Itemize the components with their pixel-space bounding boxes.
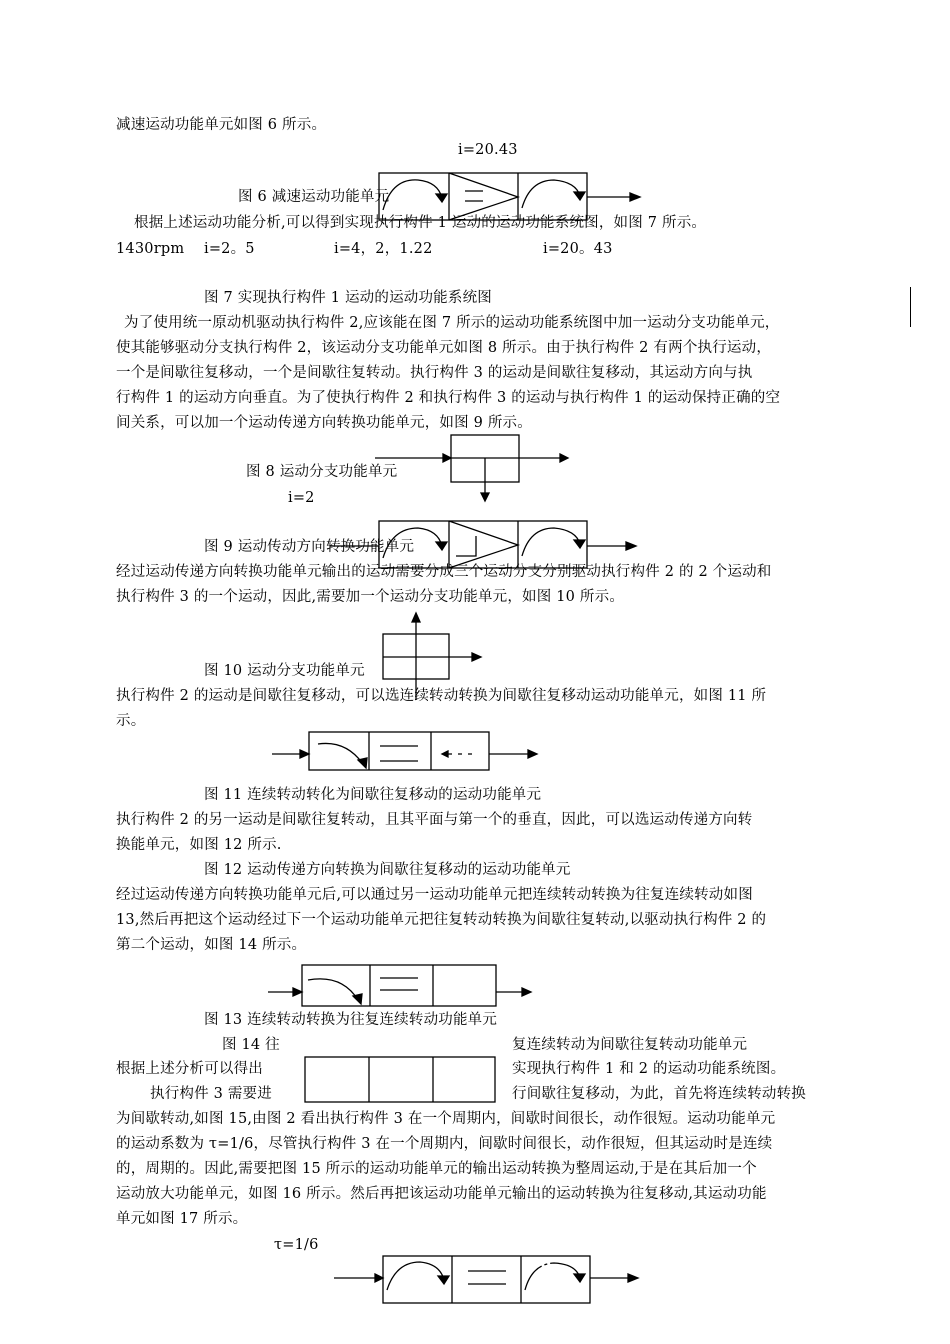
text-line: 一个是间歇往复移动，一个是间歇往复转动。执行构件 3 的运动是间歇往复移动，其运动方向与执 [116, 365, 753, 381]
text-line: 的运动系数为 τ=1/6，尽管执行构件 3 在一个周期内，间歇时间很长，动作很短，但其运动时是连续 [116, 1136, 773, 1152]
rotation-arc [308, 979, 358, 1000]
fig9-diagram [330, 516, 650, 576]
text-line: 为间歇转动,如图 15,由图 2 看出执行构件 3 在一个周期内，间歇时间很长，动作很短。运动功能单元 [116, 1111, 776, 1127]
rotation-arc [522, 528, 580, 556]
rotation-arc [522, 180, 580, 208]
unit-box [309, 732, 489, 770]
text-line: 执行构件 2 的另一运动是间歇往复转动，且其平面与第一个的垂直，因此，可以选运动传递方向转 [116, 812, 753, 828]
text-line: 间关系，可以加一个运动传递方向转换功能单元，如图 9 所示。 [116, 415, 532, 431]
speed-label: 1430rpm [116, 241, 185, 257]
reducer-triangle [449, 173, 518, 220]
text-line: 换能单元，如图 12 所示. [116, 837, 282, 853]
figure-caption: 复连续转动为间歇往复转动功能单元 [512, 1037, 748, 1053]
text-line: 减速运动功能单元如图 6 所示。 [116, 117, 327, 133]
direction-triangle [449, 521, 518, 568]
text-line: 根据上述分析可以得出 [116, 1061, 263, 1077]
text-line: 运动放大功能单元，如图 16 所示。然后再把该运动功能单元输出的运动转换为往复移动,其运动功能 [116, 1186, 767, 1202]
tau-label: τ=1/6 [274, 1237, 319, 1253]
rotation-arc [383, 180, 442, 210]
fig10-diagram [350, 608, 490, 712]
text-line: 示。 [116, 713, 146, 729]
figure-caption: 图 12 运动传递方向转换为间歇往复移动的运动功能单元 [204, 862, 571, 878]
unit-box [305, 1057, 495, 1102]
ratio-label: i=2。5 [204, 241, 255, 257]
text-line: 为了使用统一原动机驱动执行构件 2,应该能在图 7 所示的运动功能系统图中加一运动分支功能单元， [124, 315, 780, 331]
ratio-label: i=4，2，1.22 [334, 241, 433, 257]
figure-caption: 图 14 往 [222, 1037, 280, 1053]
text-line: 实现执行构件 1 和 2 的运动功能系统图。 [512, 1061, 786, 1077]
text-line: 行间歇往复移动，为此，首先将连续转动转换 [512, 1086, 806, 1102]
figure-caption: 图 7 实现执行构件 1 运动的运动功能系统图 [204, 290, 492, 306]
figure-caption: 图 10 运动分支功能单元 [204, 663, 365, 679]
rotation-arc [383, 528, 442, 558]
text-line: 行构件 1 的运动方向垂直。为了使执行构件 2 和执行构件 3 的运动与执行构件 1 的运动保持正确的空 [116, 390, 781, 406]
text-line: 的，周期的。因此,需要把图 15 所示的运动功能单元的输出运动转换为整周运动,于是在其后加一个 [116, 1161, 757, 1177]
unit-box [302, 965, 496, 1006]
figure-caption: 图 9 运动传动方向转换功能单元 [204, 539, 415, 555]
fig6-diagram [370, 168, 650, 228]
rotation-arc [318, 743, 363, 764]
rotation-arc [387, 1262, 444, 1290]
text-line: 经过运动传递方向转换功能单元后,可以通过另一运动功能单元把连续转动转换为往复连续转动如图 [116, 887, 753, 903]
text-line: 经过运动传递方向转换功能单元输出的运动需要分成三个运动分支分别驱动执行构件 2 的 2 个运动和 [116, 564, 772, 580]
figure-caption: 图 6 减速运动功能单元 [238, 189, 390, 205]
fig11-diagram [268, 726, 548, 776]
ratio-label: i=20.43 [458, 142, 518, 158]
text-line: 使其能够驱动分支执行构件 2，该运动分支功能单元如图 8 所示。由于执行构件 2 有两个执行运动， [116, 340, 772, 356]
text-line: 执行构件 3 需要进 [150, 1086, 272, 1102]
text-line: 单元如图 17 所示。 [116, 1211, 248, 1227]
fig15-diagram [330, 1250, 650, 1310]
text-line: 执行构件 3 的一个运动，因此,需要加一个运动分支功能单元，如图 10 所示。 [116, 589, 625, 605]
text-cursor [910, 287, 911, 327]
text-line: 第二个运动，如图 14 所示。 [116, 937, 307, 953]
ratio-label: i=2 [288, 490, 315, 506]
text-line: 执行构件 2 的运动是间歇往复移动，可以选连续转动转换为间歇往复移动运动功能单元，如图 11 所 [116, 688, 767, 704]
rotation-arc [525, 1263, 580, 1290]
fig13-diagram [262, 958, 542, 1014]
text-line: 13,然后再把这个运动经过下一个运动功能单元把往复转动转换为间歇往复转动,以驱动执行构件 2 的 [116, 912, 767, 928]
figure-caption: 图 8 运动分支功能单元 [246, 464, 398, 480]
figure-caption: 图 11 连续转动转化为间歇往复移动的运动功能单元 [204, 787, 542, 803]
text-line: 根据上述运动功能分析,可以得到实现执行构件 1 运动的运动功能系统图，如图 7 所示。 [134, 215, 707, 231]
fig8-diagram [370, 430, 580, 508]
figure-caption: 图 13 连续转动转换为往复连续转动功能单元 [204, 1012, 498, 1028]
fig14-diagram [300, 1052, 500, 1108]
ratio-label: i=20。43 [543, 241, 613, 257]
